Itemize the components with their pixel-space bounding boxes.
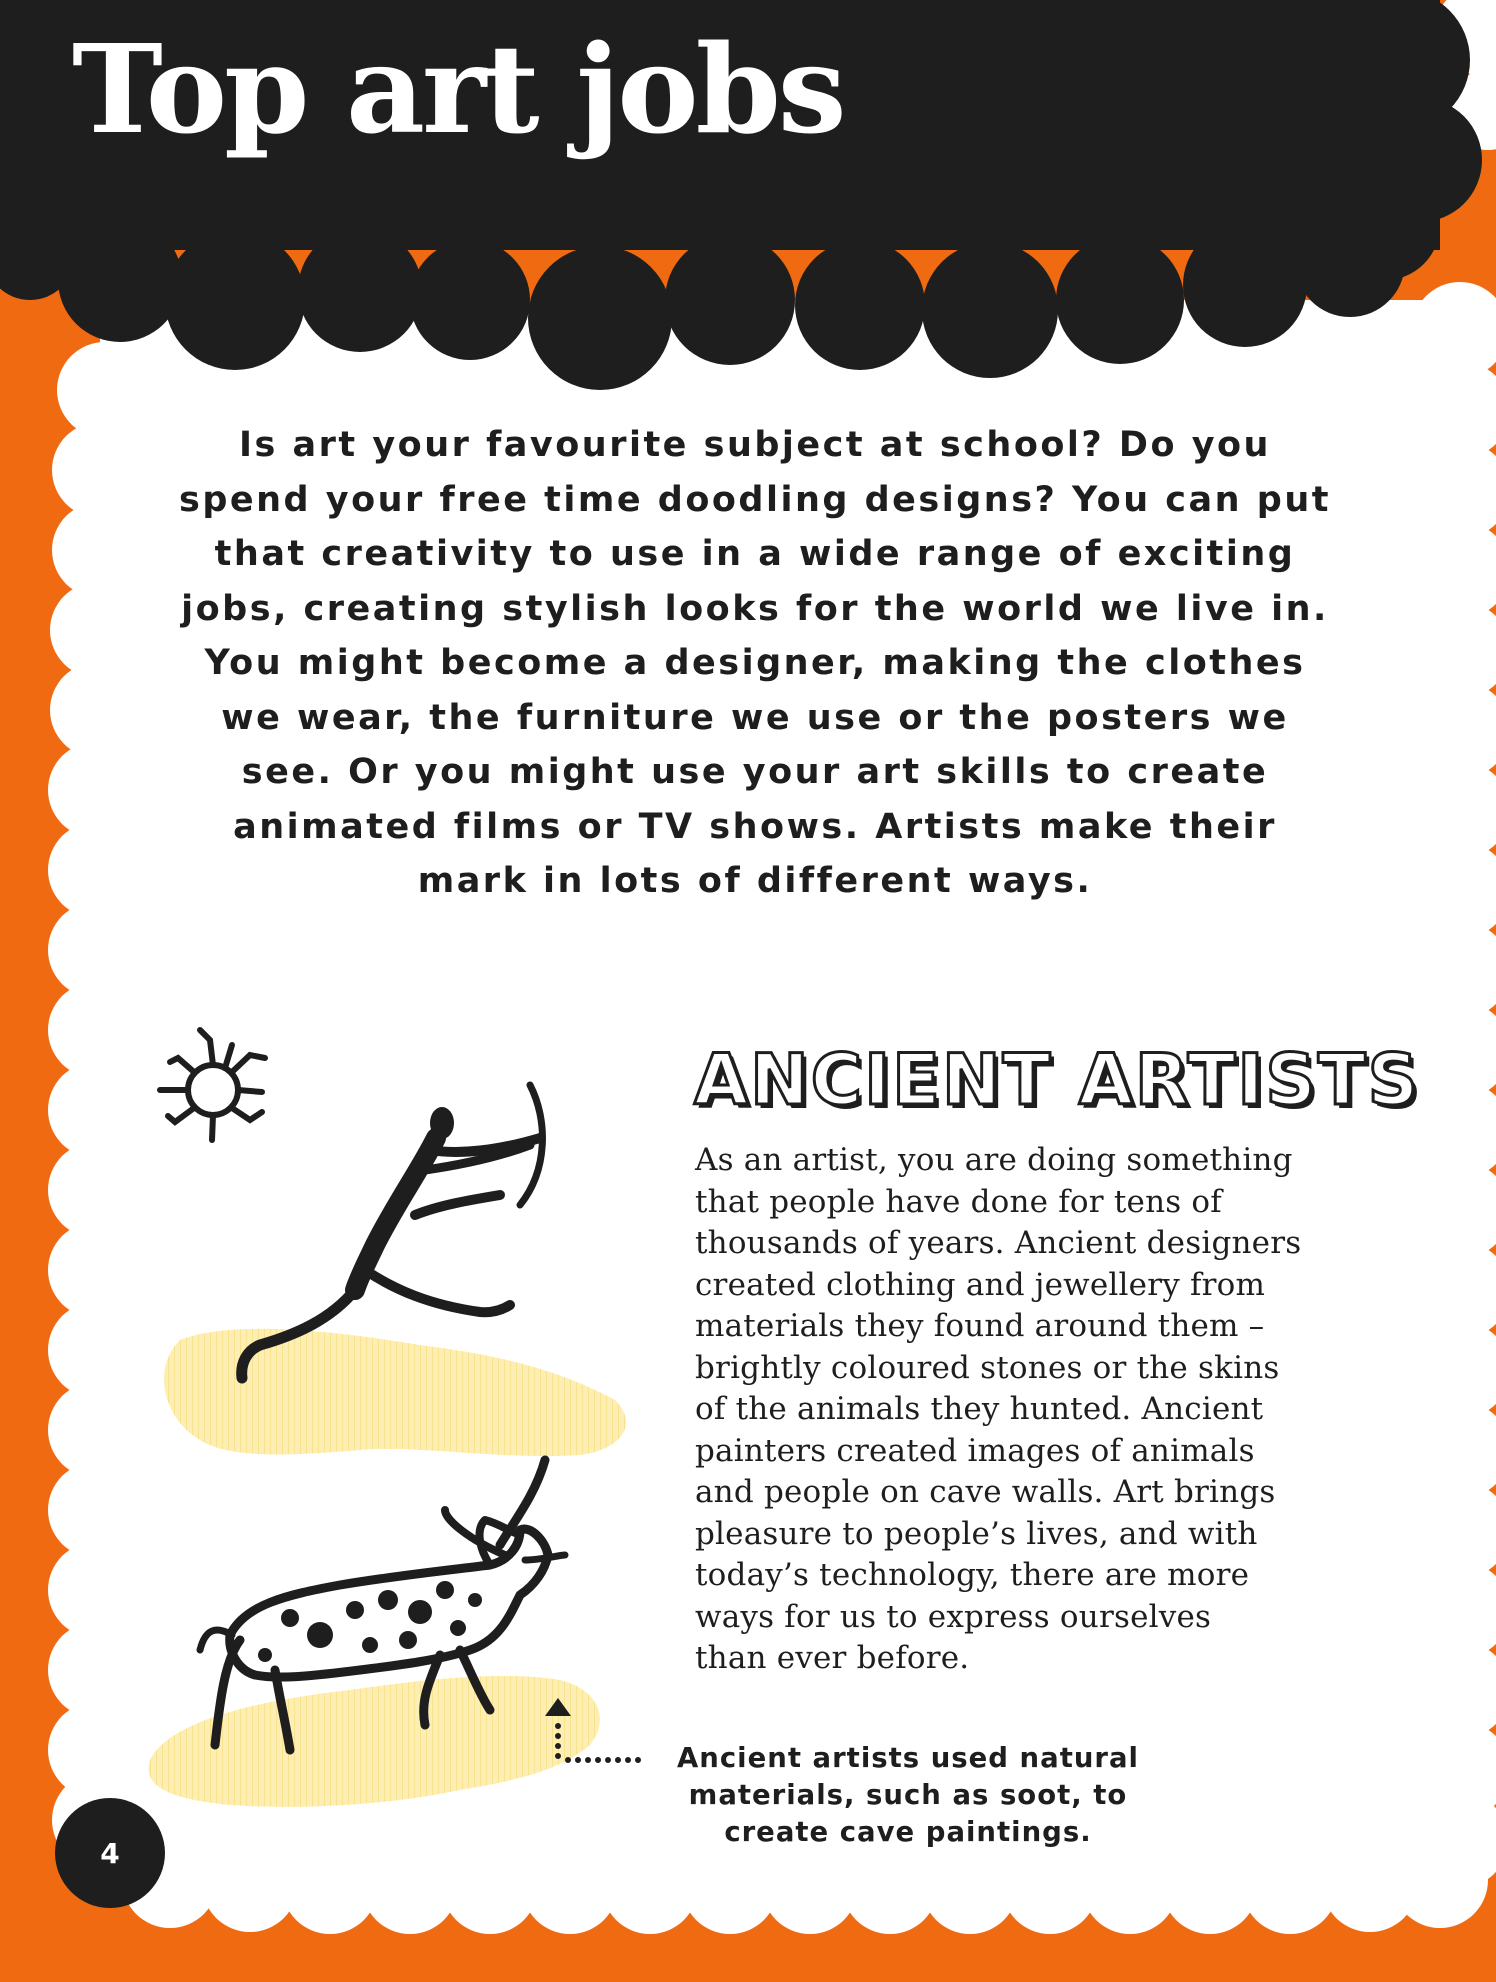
- sun-icon: [160, 1030, 265, 1140]
- intro-line: Is art your favourite subject at school? Do you: [239, 425, 1271, 465]
- body-line: brightly coloured stones or the skins: [695, 1349, 1280, 1386]
- caption-line: materials, such as soot, to: [688, 1779, 1128, 1811]
- hunter-figure: [242, 1085, 543, 1378]
- page-number: 4: [55, 1798, 165, 1908]
- image-caption: [648, 1740, 1168, 1851]
- page-title: Top art jobs: [72, 17, 844, 161]
- sand-patch-upper: [164, 1329, 626, 1456]
- intro-line: jobs, creating stylish looks for the world we live in.: [181, 588, 1329, 629]
- intro-line: we wear, the furniture we use or the posters we: [221, 697, 1289, 738]
- section-heading: ANCIENT ARTISTS: [694, 1039, 1421, 1121]
- body-line: of the animals they hunted. Ancient: [695, 1391, 1264, 1427]
- caption-line: Ancient artists used natural: [677, 1742, 1139, 1774]
- body-line: painters created images of animals: [695, 1432, 1255, 1469]
- section-body: [695, 1140, 1415, 1680]
- body-line: materials they found around them –: [695, 1308, 1265, 1344]
- intro-line: that creativity to use in a wide range of exciting: [214, 534, 1296, 574]
- body-line: today’s technology, there are more: [695, 1557, 1250, 1593]
- intro-line: You might become a designer, making the clothes: [204, 643, 1306, 683]
- body-line: than ever before.: [695, 1640, 970, 1676]
- body-line: that people have done for tens of: [695, 1183, 1222, 1220]
- intro-line: spend your free time doodling designs? You can put: [179, 479, 1331, 520]
- caption-line: create cave paintings.: [724, 1816, 1092, 1848]
- body-line: created clothing and jewellery from: [695, 1266, 1266, 1303]
- intro-line: animated films or TV shows. Artists make their: [233, 806, 1277, 847]
- body-line: ways for us to express ourselves: [695, 1598, 1212, 1635]
- body-line: As an artist, you are doing something: [695, 1142, 1293, 1178]
- body-line: thousands of years. Ancient designers: [695, 1225, 1302, 1261]
- intro-line: mark in lots of different ways.: [417, 861, 1093, 901]
- body-line: pleasure to people’s lives, and with: [695, 1515, 1258, 1552]
- intro-line: see. Or you might use your art skills to create: [241, 752, 1269, 792]
- body-line: and people on cave walls. Art brings: [695, 1474, 1276, 1510]
